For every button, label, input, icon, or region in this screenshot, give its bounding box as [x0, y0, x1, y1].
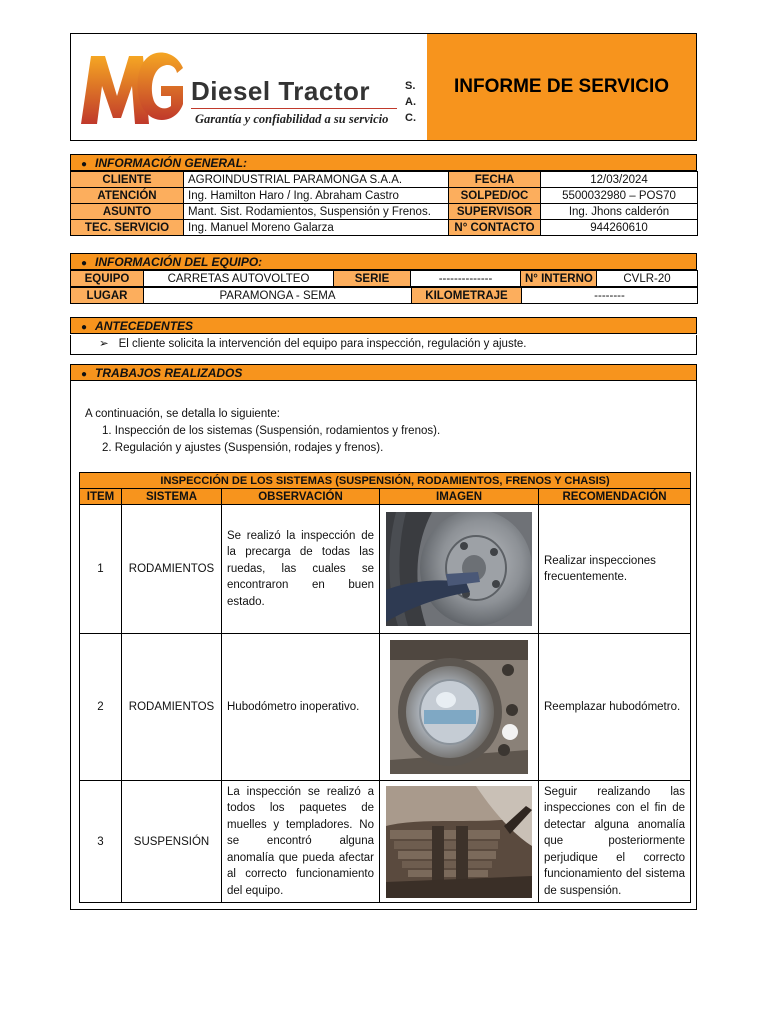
field-label: ASUNTO — [71, 204, 184, 220]
company-slogan: Garantía y confiabilidad a su servicio — [195, 112, 389, 126]
field-value: CVLR-20 — [597, 271, 698, 287]
general-info-table — [70, 171, 698, 236]
field-label: N° CONTACTO — [449, 220, 541, 236]
inspection-title: INSPECCIÓN DE LOS SISTEMAS (SUSPENSIÓN, RODAMIENTOS, FRENOS Y CHASIS) — [80, 473, 691, 489]
field-label: SERIE — [334, 271, 411, 287]
field-label: LUGAR — [71, 288, 144, 304]
company-name: Diesel Tractor — [191, 76, 370, 106]
field-label: N° INTERNO — [521, 271, 597, 287]
section-title: ANTECEDENTES — [95, 319, 194, 333]
field-value: PARAMONGA - SEMA — [144, 288, 412, 304]
trabajos-header — [70, 364, 697, 381]
column-header: OBSERVACIÓN — [222, 489, 380, 505]
section-title: TRABAJOS REALIZADOS — [95, 366, 243, 380]
image-cell — [380, 634, 539, 781]
recommendation-text: Realizar inspecciones frecuentemente. — [539, 505, 691, 634]
image-cell — [380, 505, 539, 634]
field-label: FECHA — [449, 172, 541, 188]
bullet-icon: ● — [81, 159, 88, 170]
inspection-table — [79, 472, 691, 903]
report-title: INFORME DE SERVICIO — [453, 76, 669, 97]
item-number: 1 — [80, 505, 122, 634]
column-header: ITEM — [80, 489, 122, 505]
company-suffix: S. A. C. — [405, 80, 416, 124]
equipment-location-table — [70, 287, 698, 304]
table-row — [80, 505, 691, 634]
title-block — [427, 34, 696, 140]
field-value: Ing. Manuel Moreno Galarza — [184, 220, 449, 236]
system-name: SUSPENSIÓN — [122, 781, 222, 903]
field-value: 5500032980 – POS70 — [541, 188, 698, 204]
field-label: SOLPED/OC — [449, 188, 541, 204]
table-title-row — [80, 473, 691, 489]
field-label: ATENCIÓN — [71, 188, 184, 204]
company-logo — [77, 46, 187, 128]
trabajos-item: 1. Inspección de los sistemas (Suspensión, rodamientos y frenos). — [102, 425, 441, 437]
field-label: EQUIPO — [71, 271, 144, 287]
report-header — [70, 33, 697, 141]
field-value: Mant. Sist. Rodamientos, Suspensión y Frenos. — [184, 204, 449, 220]
table-row — [71, 204, 698, 220]
system-name: RODAMIENTOS — [122, 505, 222, 634]
recommendation-text: Seguir realizando las inspecciones con el fin de detectar alguna anomalía que posteriormente perjudique el correcto funcionamiento del sistema de suspensión. — [539, 781, 691, 903]
bullet-icon: ● — [81, 258, 88, 269]
table-row — [71, 271, 698, 287]
field-value: 944260610 — [541, 220, 698, 236]
column-header: IMAGEN — [380, 489, 539, 505]
table-row — [80, 634, 691, 781]
image-cell — [380, 781, 539, 903]
field-value: Ing. Jhons calderón — [541, 204, 698, 220]
table-row — [71, 220, 698, 236]
field-label: KILOMETRAJE — [412, 288, 522, 304]
recommendation-text: Reemplazar hubodómetro. — [539, 634, 691, 781]
field-label: TEC. SERVICIO — [71, 220, 184, 236]
section-title: INFORMACIÓN DEL EQUIPO: — [95, 255, 263, 269]
item-number: 3 — [80, 781, 122, 903]
general-info-header — [70, 154, 697, 171]
trabajos-item: 2. Regulación y ajustes (Suspensión, rodajes y frenos). — [102, 442, 384, 454]
item-number: 2 — [80, 634, 122, 781]
table-row — [71, 172, 698, 188]
field-value: Ing. Hamilton Haro / Ing. Abraham Castro — [184, 188, 449, 204]
column-header: SISTEMA — [122, 489, 222, 505]
leaf-spring-photo — [386, 786, 532, 898]
bullet-icon: ● — [81, 369, 88, 380]
wheel-hub-photo — [386, 512, 532, 626]
trabajos-intro: A continuación, se detalla lo siguiente: — [85, 408, 280, 420]
bullet-icon: ● — [81, 322, 88, 333]
hubodometer-photo — [390, 640, 528, 774]
equipment-info-header — [70, 253, 697, 270]
logo-block — [71, 34, 427, 140]
table-row — [71, 288, 698, 304]
column-header: RECOMENDACIÓN — [539, 489, 691, 505]
system-name: RODAMIENTOS — [122, 634, 222, 781]
observation-text: Hubodómetro inoperativo. — [222, 634, 380, 781]
trabajos-body — [70, 381, 697, 910]
observation-text: La inspección se realizó a todos los paquetes de muelles y templadores. No se encontró alguna anomalía que pueda afectar al correcto funcionamiento del equipo. — [222, 781, 380, 903]
table-row — [80, 781, 691, 903]
antecedentes-text: El cliente solicita la intervención del equipo para inspección, regulación y ajuste. — [118, 338, 527, 350]
field-value: CARRETAS AUTOVOLTEO — [144, 271, 334, 287]
arrow-bullet-icon: ➢ — [99, 338, 109, 350]
antecedentes-body — [70, 335, 697, 355]
field-value: -------- — [522, 288, 698, 304]
observation-text: Se realizó la inspección de la precarga de todas las ruedas, las cuales se encontraron en buen estado. — [222, 505, 380, 634]
logo-underline — [191, 108, 397, 109]
table-header-row — [80, 489, 691, 505]
section-title: INFORMACIÓN GENERAL: — [95, 156, 248, 170]
field-value: -------------- — [411, 271, 521, 287]
field-value: 12/03/2024 — [541, 172, 698, 188]
table-row — [71, 188, 698, 204]
field-label: CLIENTE — [71, 172, 184, 188]
equipment-info-table — [70, 270, 698, 287]
antecedentes-header — [70, 317, 697, 334]
field-label: SUPERVISOR — [449, 204, 541, 220]
field-value: AGROINDUSTRIAL PARAMONGA S.A.A. — [184, 172, 449, 188]
